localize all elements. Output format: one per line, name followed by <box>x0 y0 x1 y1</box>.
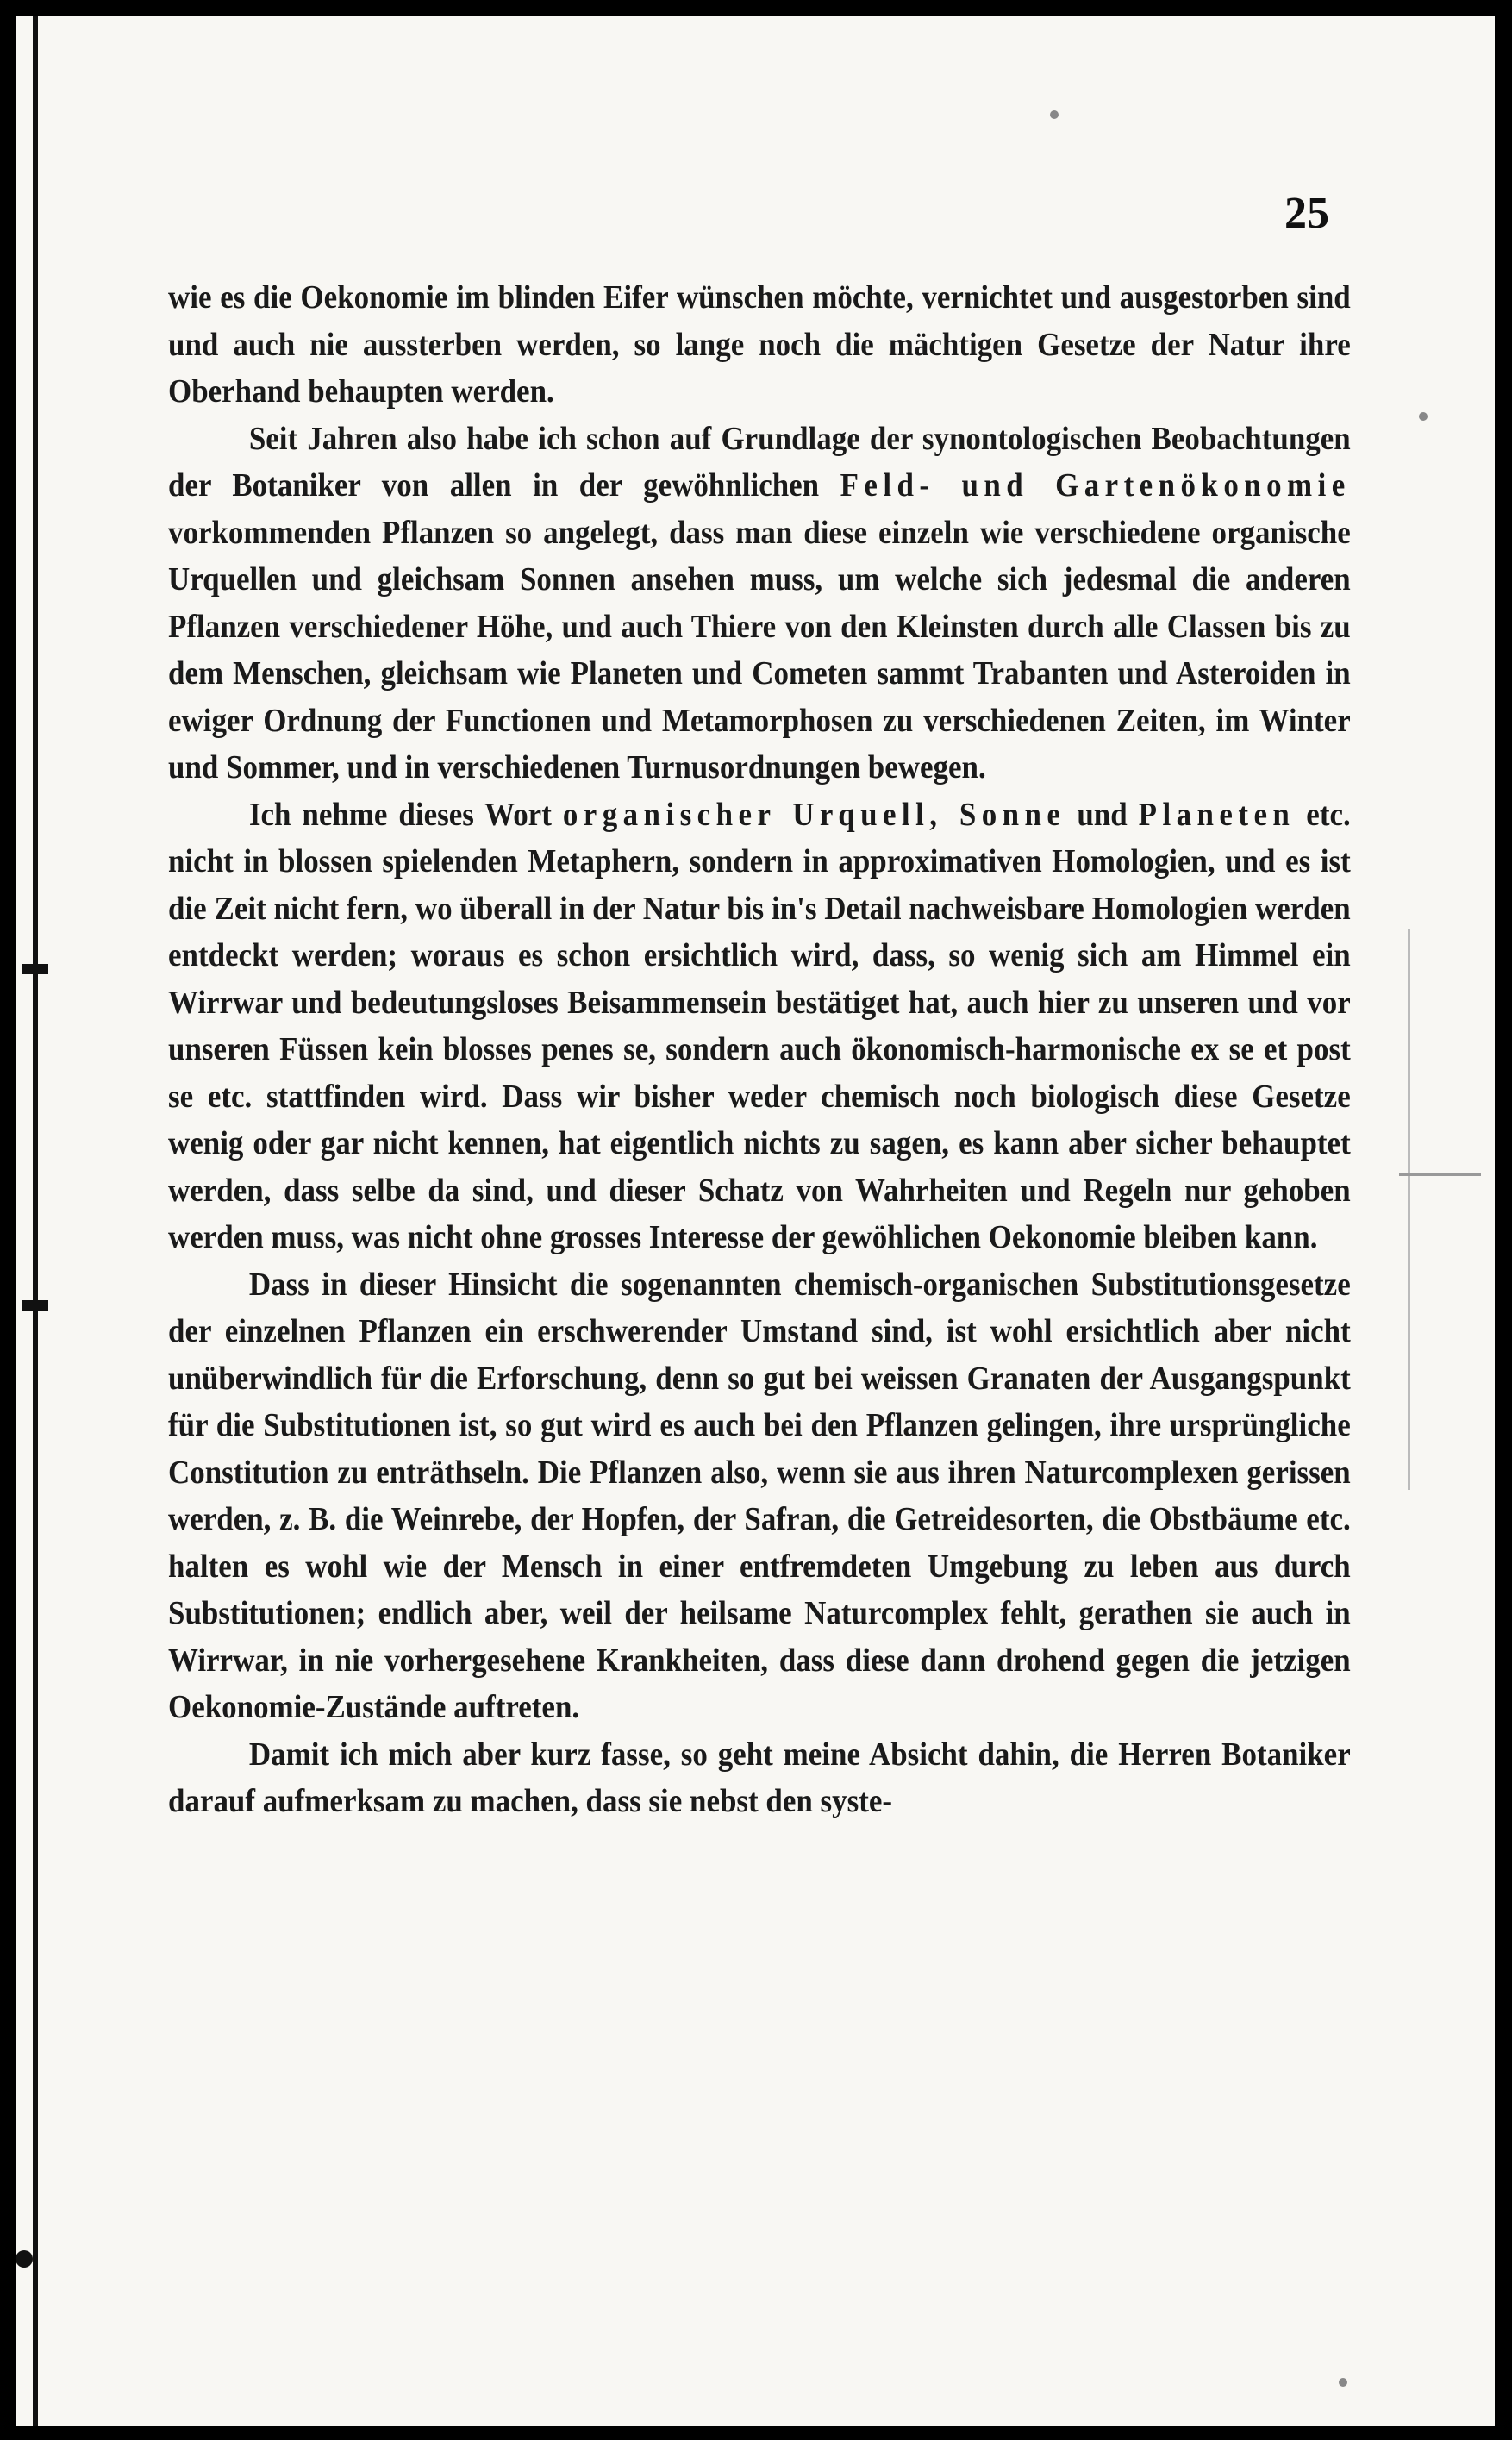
paper-speck <box>1050 110 1059 119</box>
page-number: 25 <box>1284 189 1329 238</box>
paragraph <box>168 1731 1351 1825</box>
paragraph-text: Ich nehme dieses Wort <box>248 796 563 833</box>
paragraph-text: Seit Jahren also habe ich schon auf Grundlage der synontologischen Beobachtungen der Botaniker von allen in der gewöhnlichen <box>168 420 1351 504</box>
left-margin-mark <box>22 1300 48 1311</box>
paragraph-text: Damit ich mich aber kurz fasse, so geht meine Absicht dahin, die Herren Botaniker darauf aufmerksam zu machen, dass sie nebst den syste- <box>168 1736 1351 1819</box>
emphasized-text: Feld- und Gartenökonomie <box>840 467 1351 504</box>
paragraph-text: und <box>1065 796 1139 833</box>
body-text <box>168 274 1351 1825</box>
left-margin-mark <box>22 964 48 974</box>
margin-pencil-line <box>1408 929 1410 1490</box>
margin-dot <box>16 2250 33 2268</box>
paragraph <box>168 274 1351 416</box>
book-page <box>16 16 1495 2426</box>
page-left-border <box>33 16 38 2426</box>
paragraph-text: Dass in dieser Hinsicht die sogenannten chemisch-organischen Substitutionsgesetze der einzelnen Pflanzen ein erschwerender Umstand sind, ist wohl ersichtlich aber nicht unüberwindlich für die Erforschung, denn so gut bei weissen Granaten der Ausgangspunkt für die Substitutionen ist, so gut wird es auch bei den Pflanzen gelingen, ihre ursprüngliche Constitution zu enträthseln. Die Pflanzen also, wenn sie aus ihren Naturcomplexen gerissen werden, z. B. die Weinrebe, der Hopfen, der Safran, die Getreidesorten, die Obstbäume etc. halten es wohl wie der Mensch in einer entfremdeten Umgebung zu leben aus durch Substitutionen; endlich aber, weil der heilsame Naturcomplex fehlt, gerathen sie auch in Wirrwar, in nie vorhergesehene Krankheiten, dass diese dann drohend gegen die jetzigen Oekonomie-Zustände auftreten. <box>168 1266 1351 1725</box>
margin-pencil-tick <box>1399 1173 1481 1176</box>
paragraph-text: etc. nicht in blossen spielenden Metaphern, sondern in approximativen Homologien, und es ist die Zeit nicht fern, wo überall in der Natur bis in's Detail nachweisbare Homologien werden entdeckt werden; woraus es schon ersichtlich wird, dass, so wenig sich am Himmel ein Wirrwar und bedeutungsloses Beisammensein bestätiget hat, auch hier zu unseren und vor unseren Füssen kein blosses penes se, sondern auch ökonomisch-harmonische ex se et post se etc. stattfinden wird. Dass wir bisher weder chemisch noch biologisch diese Gesetze wenig oder gar nicht kennen, hat eigentlich nichts zu sagen, es kann aber sicher behauptet werden, dass selbe da sind, und dieser Schatz von Wahrheiten und Regeln nur gehoben werden muss, was nicht ohne grosses Interesse der gewöhlichen Oekonomie bleiben kann. <box>168 796 1351 1255</box>
emphasized-text: organischer Urquell, Sonne <box>562 796 1066 833</box>
paragraph-text: wie es die Oekonomie im blinden Eifer wünschen möchte, vernichtet und ausgestorben sind und auch nie aussterben werden, so lange noch die mächtigen Gesetze der Natur ihre Oberhand behaupten werden. <box>168 279 1351 410</box>
paragraph <box>168 416 1351 791</box>
paper-speck <box>1419 412 1428 421</box>
emphasized-text: Planeten <box>1138 796 1296 833</box>
paragraph-text: vorkommenden Pflanzen so angelegt, dass man diese einzeln wie verschiedene organische Urquellen und gleichsam Sonnen ansehen muss, um welche sich jedesmal die anderen Pflanzen verschiedener Höhe, und auch Thiere von den Kleinsten durch alle Classen bis zu dem Menschen, gleichsam wie Planeten und Cometen sammt Trabanten und Asteroiden in ewiger Ordnung der Functionen und Metamorphosen zu verschiedenen Zeiten, im Winter und Sommer, und in verschiedenen Turnusordnungen bewegen. <box>168 514 1351 785</box>
paragraph <box>168 791 1351 1261</box>
paper-speck <box>1339 2378 1347 2387</box>
paragraph <box>168 1261 1351 1731</box>
